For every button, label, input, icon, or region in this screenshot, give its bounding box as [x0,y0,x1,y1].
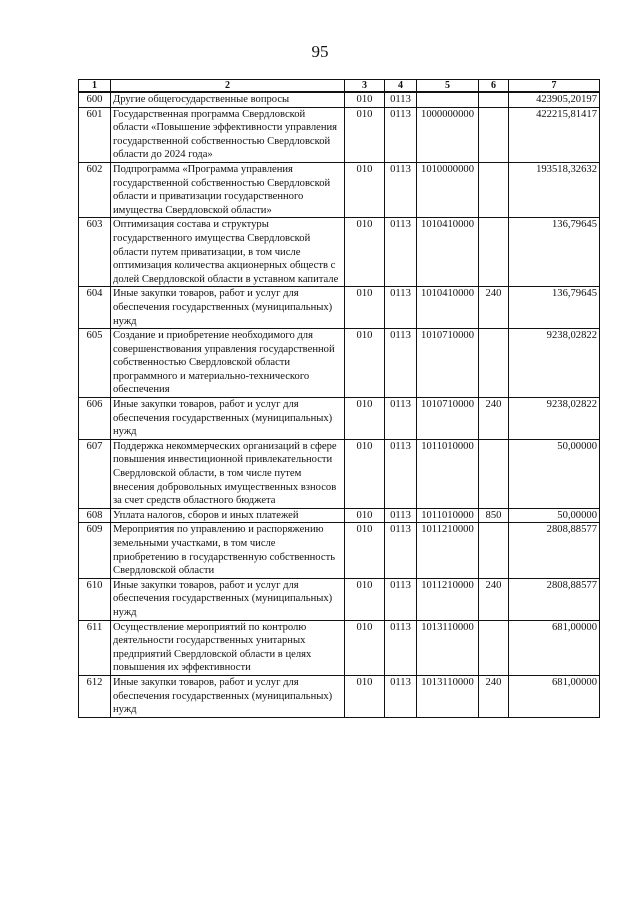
expense-type-code [479,162,509,217]
expense-type-code [479,92,509,107]
subsection-code: 0113 [385,578,417,620]
row-name: Подпрограмма «Программа управления государственной собственностью Свердловской области и приватизации государственного имущества Свердловской области» [111,162,345,217]
row-name: Иные закупки товаров, работ и услуг для обеспечения государственных (муниципальных) нужд [111,578,345,620]
budget-table [78,79,600,718]
row-name: Другие общегосударственные вопросы [111,92,345,107]
subsection-code: 0113 [385,675,417,717]
amount: 50,00000 [509,508,600,523]
expense-type-code: 240 [479,287,509,329]
row-name: Создание и приобретение необходимого для совершенствования управления государственной собственностью Свердловской области программного и материально-технического обеспечения [111,329,345,398]
table-row [79,329,600,398]
target-article-code: 1010710000 [417,398,479,440]
expense-type-code: 240 [479,398,509,440]
page-number: 95 [311,42,329,61]
amount: 193518,32632 [509,162,600,217]
target-article-code: 1011210000 [417,578,479,620]
section-code: 010 [345,439,385,508]
amount: 681,00000 [509,620,600,675]
subsection-code: 0113 [385,162,417,217]
expense-type-code [479,107,509,162]
table-row [79,675,600,717]
section-code: 010 [345,92,385,107]
row-number: 610 [79,578,111,620]
row-name: Иные закупки товаров, работ и услуг для обеспечения государственных (муниципальных) нужд [111,675,345,717]
row-number: 606 [79,398,111,440]
column-header: 7 [509,80,600,93]
expense-type-code [479,523,509,578]
amount: 9238,02822 [509,329,600,398]
column-header: 1 [79,80,111,93]
section-code: 010 [345,523,385,578]
expense-type-code: 240 [479,675,509,717]
row-name: Осуществление мероприятий по контролю деятельности государственных унитарных предприятий Свердловской области в целях повышения их эффективности [111,620,345,675]
table-row [79,523,600,578]
section-code: 010 [345,329,385,398]
target-article-code: 1011210000 [417,523,479,578]
amount: 136,79645 [509,287,600,329]
row-number: 605 [79,329,111,398]
column-header: 4 [385,80,417,93]
row-number: 612 [79,675,111,717]
row-number: 609 [79,523,111,578]
row-name: Государственная программа Свердловской области «Повышение эффективности управления государственной собственностью Свердловской области до 2024 года» [111,107,345,162]
row-number: 601 [79,107,111,162]
column-header: 3 [345,80,385,93]
row-name: Оптимизация состава и структуры государственного имущества Свердловской области путем приватизации, в том числе оптимизация количества акционерных обществ с долей Свердловской области в уставном капитале [111,218,345,287]
table-row [79,287,600,329]
target-article-code: 1013110000 [417,675,479,717]
section-code: 010 [345,398,385,440]
target-article-code: 1011010000 [417,508,479,523]
expense-type-code: 850 [479,508,509,523]
section-code: 010 [345,287,385,329]
target-article-code: 1013110000 [417,620,479,675]
table-row [79,578,600,620]
table-row [79,398,600,440]
amount: 423905,20197 [509,92,600,107]
row-name: Поддержка некоммерческих организаций в сфере повышения инвестиционной привлекательности Свердловской области, в том числе путем внесения добровольных имущественных взносов за счет средств областного бюджета [111,439,345,508]
row-name: Уплата налогов, сборов и иных платежей [111,508,345,523]
amount: 50,00000 [509,439,600,508]
amount: 681,00000 [509,675,600,717]
section-code: 010 [345,675,385,717]
expense-type-code [479,218,509,287]
row-name: Иные закупки товаров, работ и услуг для обеспечения государственных (муниципальных) нужд [111,398,345,440]
subsection-code: 0113 [385,523,417,578]
table-row [79,439,600,508]
section-code: 010 [345,508,385,523]
row-number: 600 [79,92,111,107]
table-row [79,162,600,217]
target-article-code: 1011010000 [417,439,479,508]
section-code: 010 [345,107,385,162]
row-name: Мероприятия по управлению и распоряжению земельными участками, в том числе приобретению в государственную собственность Свердловской области [111,523,345,578]
row-number: 602 [79,162,111,217]
section-code: 010 [345,620,385,675]
column-header: 6 [479,80,509,93]
target-article-code: 1010410000 [417,287,479,329]
target-article-code: 1010410000 [417,218,479,287]
row-number: 603 [79,218,111,287]
subsection-code: 0113 [385,107,417,162]
subsection-code: 0113 [385,92,417,107]
expense-type-code [479,439,509,508]
section-code: 010 [345,162,385,217]
expense-type-code [479,620,509,675]
column-header: 5 [417,80,479,93]
amount: 136,79645 [509,218,600,287]
table-row [79,107,600,162]
subsection-code: 0113 [385,329,417,398]
table-body [79,92,600,717]
amount: 422215,81417 [509,107,600,162]
amount: 2808,88577 [509,578,600,620]
subsection-code: 0113 [385,218,417,287]
target-article-code: 1010710000 [417,329,479,398]
target-article-code [417,92,479,107]
table-row [79,218,600,287]
expense-type-code [479,329,509,398]
row-number: 604 [79,287,111,329]
target-article-code: 1000000000 [417,107,479,162]
section-code: 010 [345,578,385,620]
column-header: 2 [111,80,345,93]
row-name: Иные закупки товаров, работ и услуг для обеспечения государственных (муниципальных) нужд [111,287,345,329]
target-article-code: 1010000000 [417,162,479,217]
amount: 9238,02822 [509,398,600,440]
subsection-code: 0113 [385,287,417,329]
table-header [79,80,600,93]
row-number: 608 [79,508,111,523]
subsection-code: 0113 [385,508,417,523]
subsection-code: 0113 [385,398,417,440]
amount: 2808,88577 [509,523,600,578]
table-row [79,92,600,107]
expense-type-code: 240 [479,578,509,620]
row-number: 607 [79,439,111,508]
section-code: 010 [345,218,385,287]
header-row [79,80,600,93]
table-row [79,508,600,523]
table-row [79,620,600,675]
subsection-code: 0113 [385,439,417,508]
subsection-code: 0113 [385,620,417,675]
row-number: 611 [79,620,111,675]
